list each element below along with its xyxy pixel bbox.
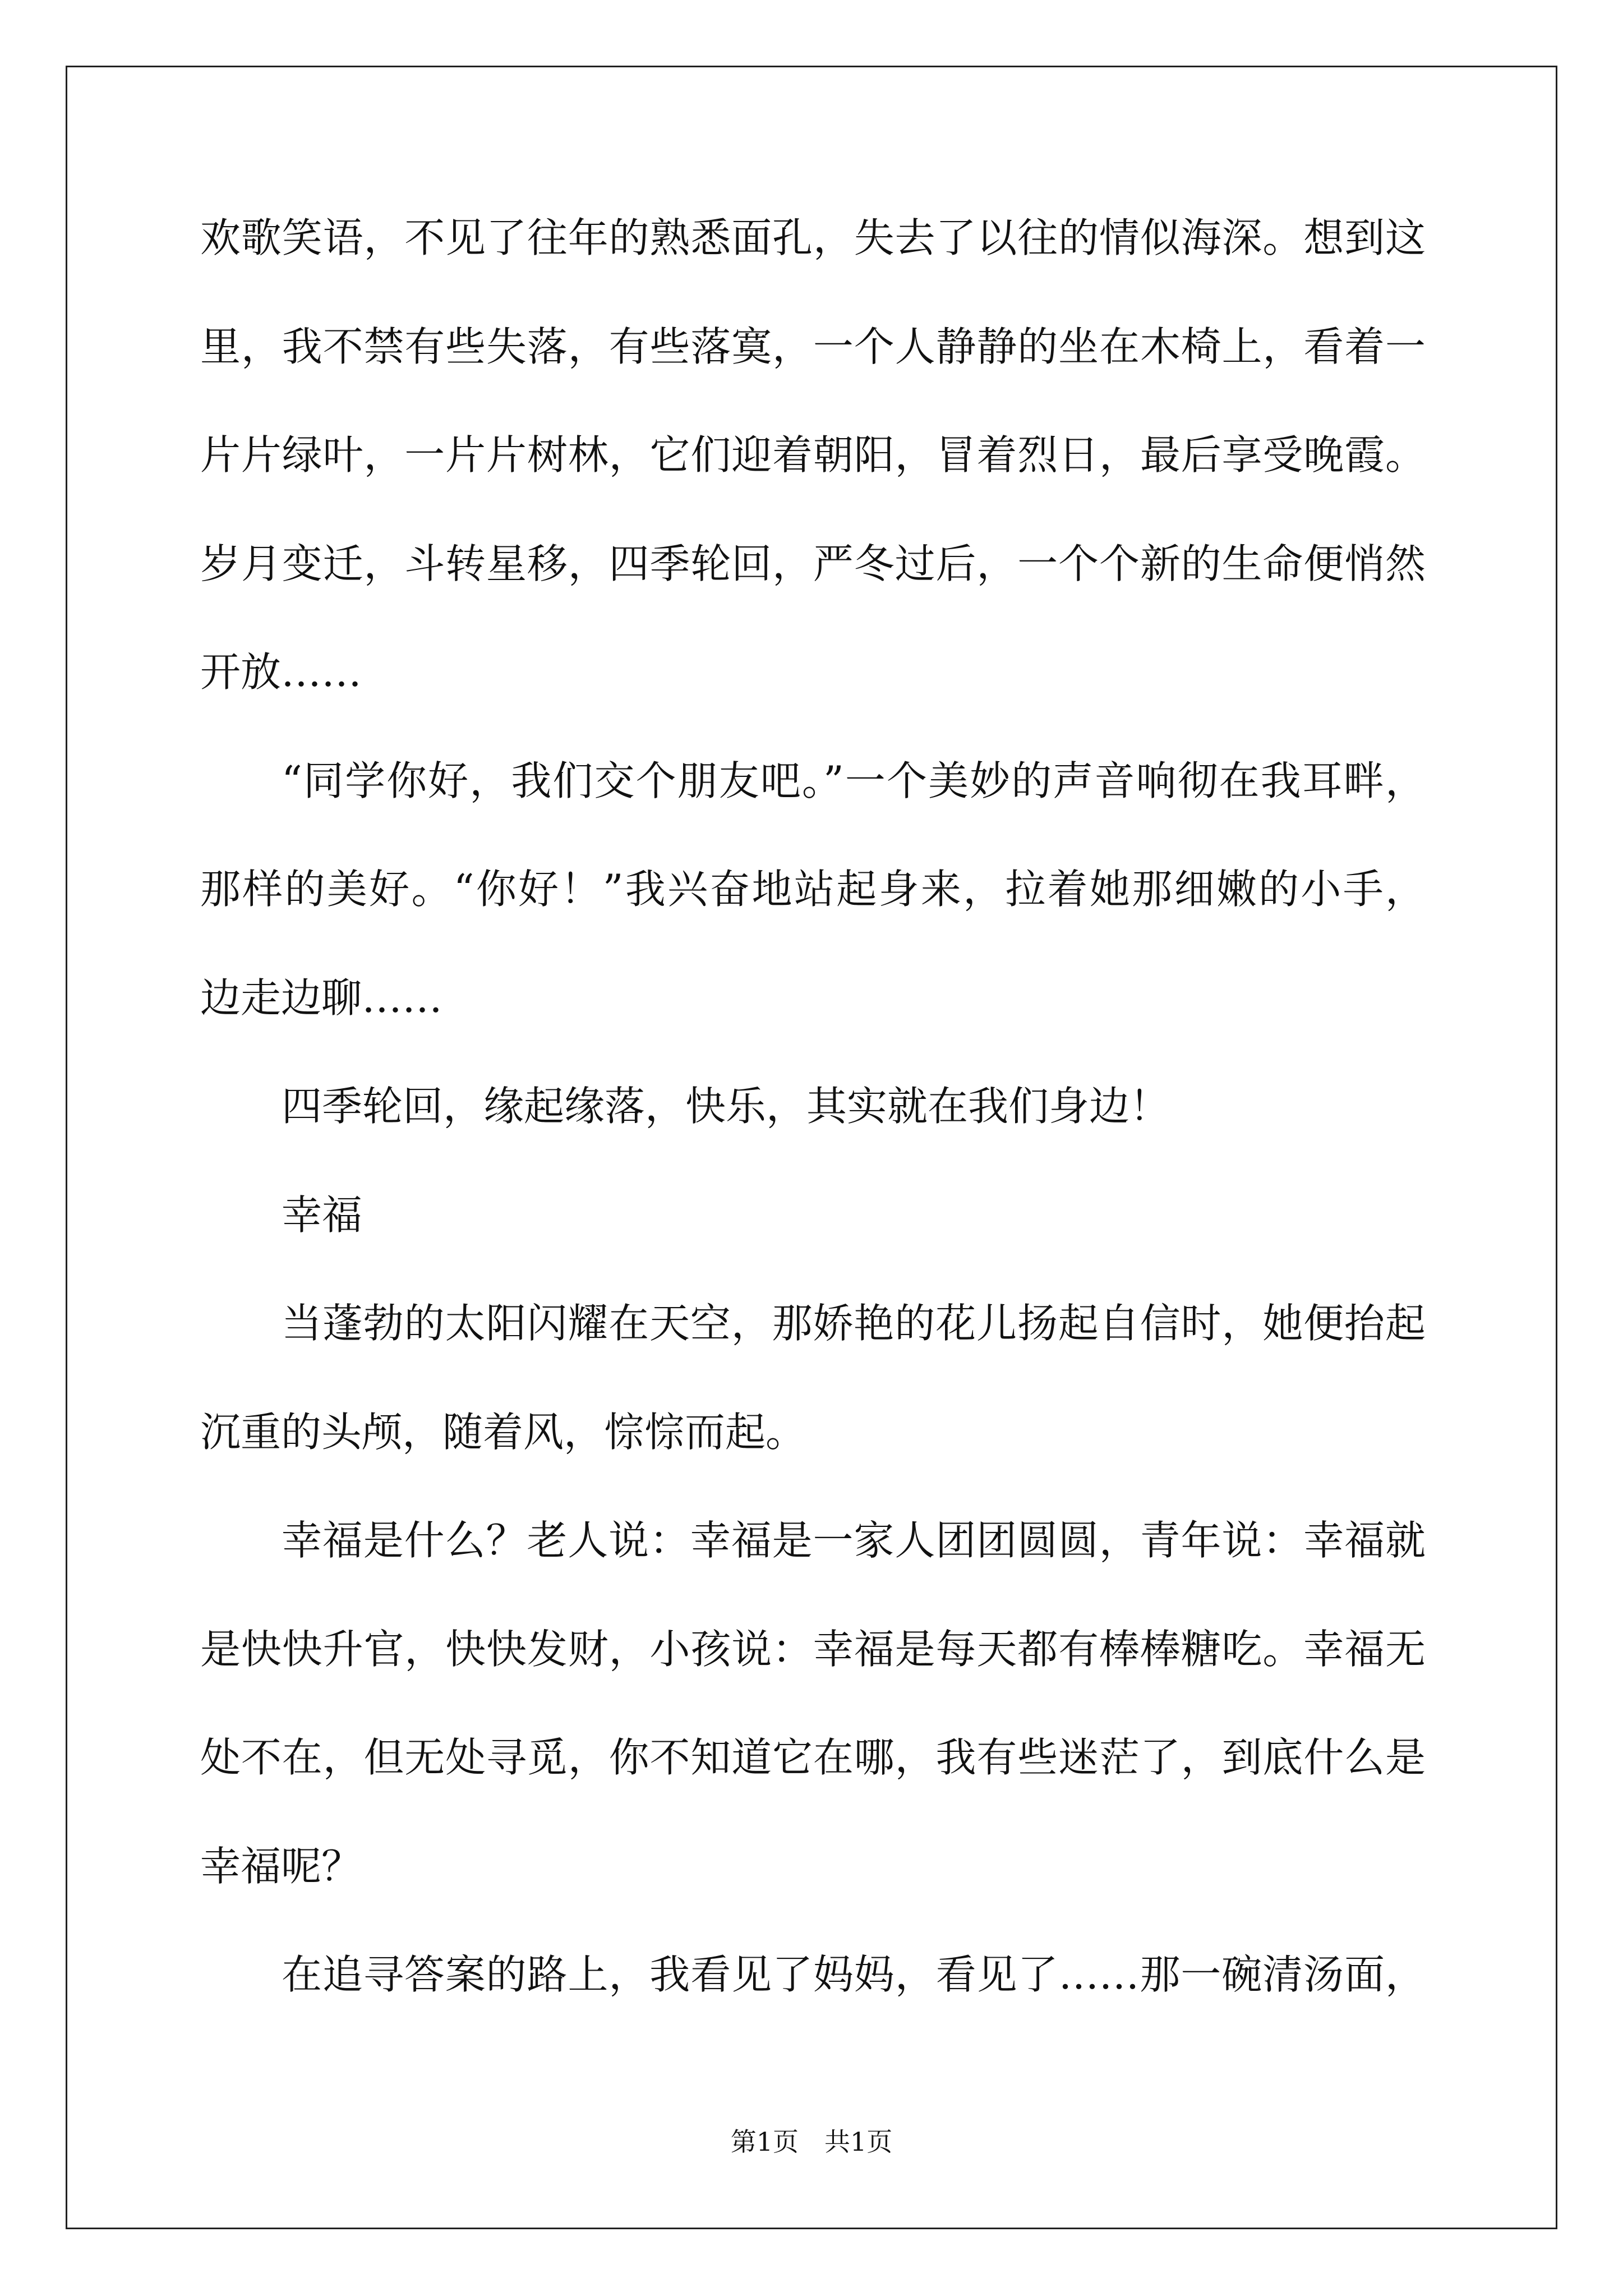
text-line: 幸福呢？ [200, 1842, 362, 1890]
text-line: 边走边聊…… [200, 974, 443, 1022]
text-line: 片片绿叶，一片片树林，它们迎着朝阳，冒着烈日，最后享受晚霞。 [200, 431, 1426, 478]
text-line: 四季轮回，缘起缘落，快乐，其实就在我们身边！ [282, 1083, 1170, 1130]
text-line: 沉重的头颅，随着风，悰悰而起。 [200, 1408, 806, 1456]
text-line: 在追寻答案的路上，我看见了妈妈，看见了……那一碗清汤面， [282, 1951, 1426, 1998]
page-footer: 第1页 共1页 [730, 2127, 893, 2157]
text-line: “同学你好，我们交个朋友吧。”一个美妙的声音响彻在我耳畔， [282, 757, 1426, 804]
text-line: 那样的美好。“你好！”我兴奋地站起身来，拉着她那细嫩的小手， [200, 866, 1426, 913]
text-line: 开放…… [200, 648, 362, 696]
text-line: 当蓬勃的太阳闪耀在天空，那娇艳的花儿扬起自信时，她便抬起 [282, 1300, 1426, 1347]
text-line: 是快快升官，快快发财，小孩说：幸福是每天都有棒棒糖吃。幸福无 [200, 1625, 1426, 1673]
text-line: 幸福 [282, 1191, 363, 1239]
text-line: 里，我不禁有些失落，有些落寞，一个人静静的坐在木椅上，看着一 [200, 323, 1426, 370]
page-frame [66, 66, 1557, 2229]
text-line: 岁月变迁，斗转星移，四季轮回，严冬过后，一个个新的生命便悄然 [200, 540, 1426, 587]
text-line: 处不在，但无处寻觅，你不知道它在哪，我有些迷茫了，到底什么是 [200, 1734, 1426, 1781]
text-line: 幸福是什么？老人说：幸福是一家人团团圆圆，青年说：幸福就 [282, 1517, 1426, 1564]
text-line: 欢歌笑语，不见了往年的熟悉面孔，失去了以往的情似海深。想到这 [200, 214, 1426, 261]
